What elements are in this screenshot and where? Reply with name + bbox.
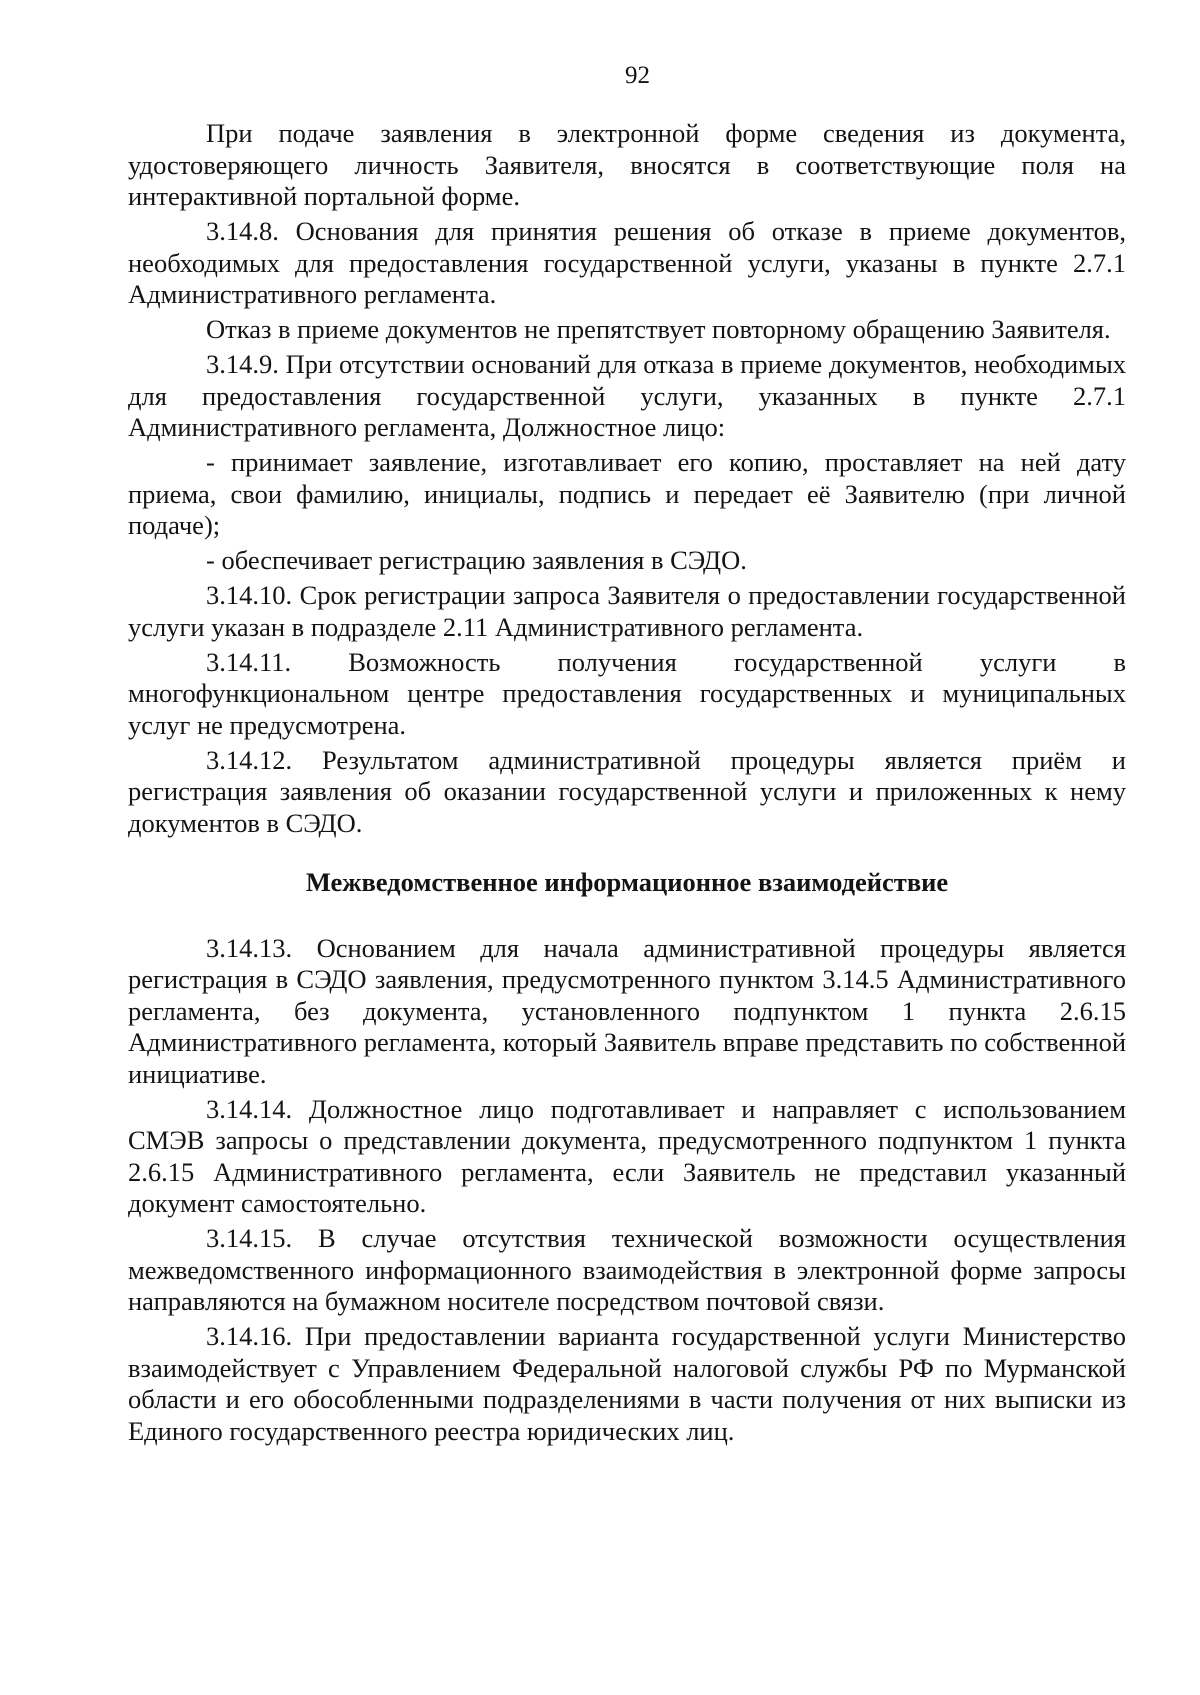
- paragraph-3-14-10: 3.14.10. Срок регистрации запроса Заявителя о предоставлении государственной услуги указан в подразделе 2.11 Административного регламента.: [128, 580, 1126, 642]
- list-item-registration: - обеспечивает регистрацию заявления в СЭДО.: [206, 545, 747, 575]
- document-body: [128, 118, 1126, 1451]
- paragraph-3-14-9: 3.14.9. При отсутствии оснований для отказа в приеме документов, необходимых для предоставления государственной услуги, указанных в пункте 2.7.1 Административного регламента, Должностное лицо:: [128, 349, 1126, 442]
- paragraph-3-14-16: 3.14.16. При предоставлении варианта государственной услуги Министерство взаимодействует с Управлением Федеральной налоговой службы РФ по Мурманской области и его обособленными подразделениями в части получения от них выписки из Единого государственного реестра юридических лиц.: [128, 1321, 1126, 1446]
- paragraph-electronic-submission: При подаче заявления в электронной форме сведения из документа, удостоверяющего личность Заявителя, вносятся в соответствующие поля на интерактивной портальной форме.: [128, 118, 1126, 211]
- paragraph-3-14-14: 3.14.14. Должностное лицо подготавливает и направляет с использованием СМЭВ запросы о представлении документа, предусмотренного подпунктом 1 пункта 2.6.15 Административного регламента, если Заявитель не представил указанный документ самостоятельно.: [128, 1093, 1126, 1218]
- paragraph-3-14-8: 3.14.8. Основания для принятия решения об отказе в приеме документов, необходимых для предоставления государственной услуги, указаны в пункте 2.7.1 Административного регламента.: [128, 216, 1126, 309]
- page-number: 92: [625, 62, 650, 89]
- paragraph-refusal-note: Отказ в приеме документов не препятствует повторному обращению Заявителя.: [206, 314, 1111, 344]
- paragraph-3-14-11: 3.14.11. Возможность получения государственной услуги в многофункциональном центре предоставления государственных и муниципальных услуг не предусмотрена.: [128, 646, 1126, 740]
- paragraph-3-14-15: 3.14.15. В случае отсутствия технической возможности осуществления межведомственного информационного взаимодействия в электронной форме запросы направляются на бумажном носителе посредством почтовой связи.: [128, 1223, 1126, 1316]
- paragraph-3-14-13: 3.14.13. Основанием для начала административной процедуры является регистрация в СЭДО заявления, предусмотренного пунктом 3.14.5 Административного регламента, без документа, установленного подпунктом 1 пункта 2.6.15 Административного регламента, который Заявитель вправе представить по собственной инициативе.: [128, 932, 1126, 1089]
- section-heading: Межведомственное информационное взаимодействие: [305, 867, 949, 897]
- list-item-accepts-application: - принимает заявление, изготавливает его копию, проставляет на ней дату приема, свои фамилию, инициалы, подпись и передает её Заявителю (при личной подаче);: [128, 447, 1126, 540]
- paragraph-3-14-12: 3.14.12. Результатом административной процедуры является приём и регистрация заявления об оказании государственной услуги и приложенных к нему документов в СЭДО.: [128, 744, 1126, 838]
